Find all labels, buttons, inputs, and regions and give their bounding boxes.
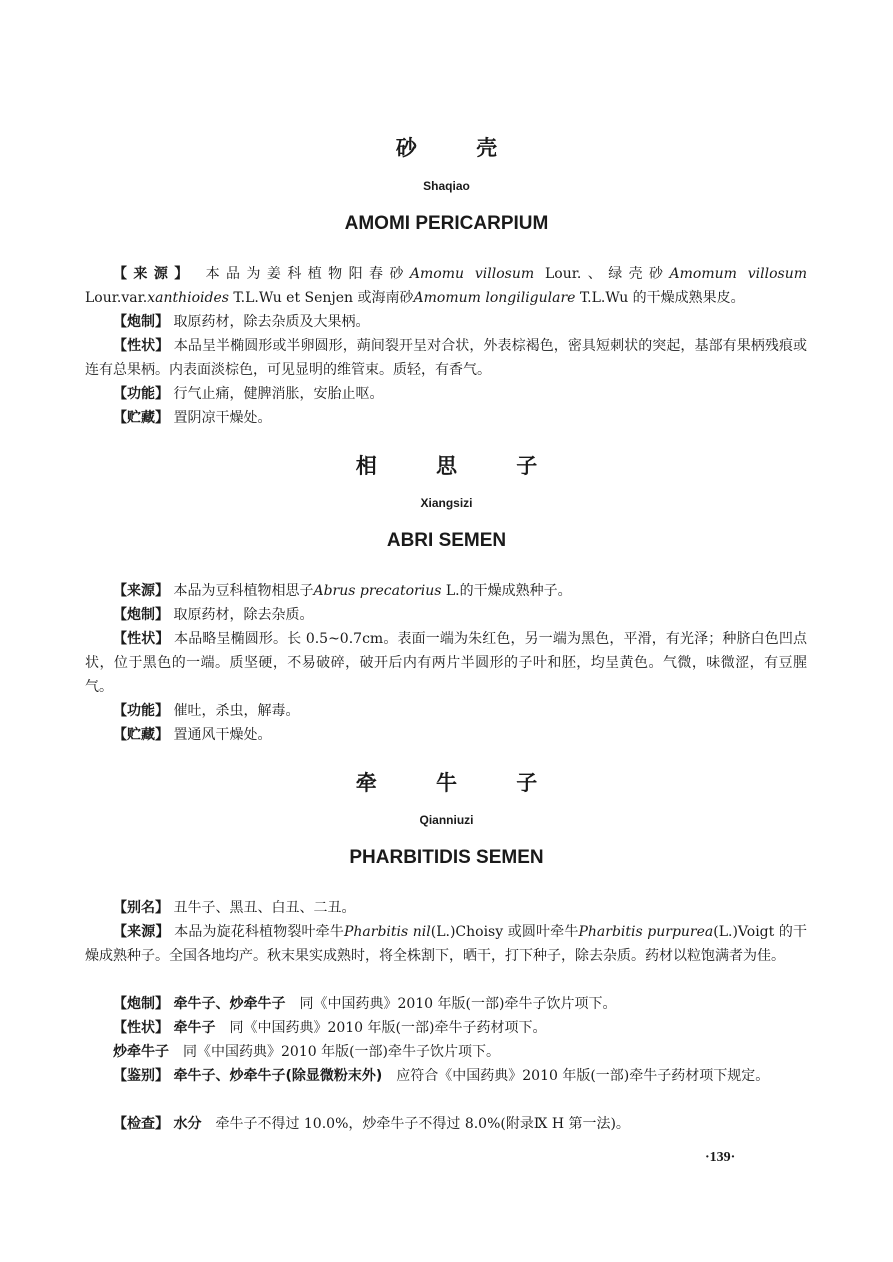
entry-title-latin: PHARBITIDIS SEMEN [349, 847, 544, 868]
entry-title-chinese: 牵 牛 子 [355, 771, 564, 795]
paragraph-text: 本品呈半椭圆形或半卵圆形，蒴间裂开呈对合状，外表棕褐色，密具短刺状的突起，基部有果柄残痕或连有总果柄。内表面淡棕色，可见显明的维管束。质轻，有香气。 [85, 338, 808, 378]
entry-title-chinese: 相 思 子 [355, 454, 564, 478]
entry-paragraph-processing [85, 603, 807, 627]
paragraph-text: 置通风干燥处。 [173, 727, 272, 743]
paragraph-text: 同《中国药典》2010 年版(一部)牵牛子饮片项下。 [299, 996, 617, 1012]
entry-title-pinyin: Shaqiao [423, 179, 470, 193]
entry-paragraph-processing [85, 310, 807, 334]
paragraph-subject: 炒牵牛子 [113, 1044, 169, 1060]
paragraph-label: 【炮制】 [113, 314, 169, 330]
entry-title-pinyin: Qianniuzi [419, 813, 474, 827]
paragraph-label: 【性状】 [113, 338, 170, 354]
paragraph-text: 应符合《中国药典》2010 年版(一部)牵牛子药材项下规定。 [396, 1068, 770, 1084]
paragraph-text: 本品略呈椭圆形。长 0.5~0.7cm。表面一端为朱红色，另一端为黑色，平滑，有光泽；种脐白色凹点状，位于黑色的一端。质坚硬，不易破碎，破开后内有两片半圆形的子叶和胚，均呈黄色。气微，味微涩，有豆腥气。 [85, 631, 808, 695]
entry-paragraph-source: 【来源】 本品为旋花科植物裂叶牵牛Pharbitis nil(L.)Choisy 或圆叶牵牛Pharbitis purpurea(L.)Voigt 的干燥成熟种子。全国各地均产。秋末果实成熟时，将全株割下，晒干，打下种子，除去杂质。药材以粒饱满者为佳。 [85, 924, 807, 964]
paragraph-label: 【性状】 [113, 631, 170, 647]
paragraph-subject: 牵牛子 [173, 1020, 216, 1036]
entry-paragraph-storage [85, 723, 807, 747]
paragraph-subject: 牵牛子、炒牵牛子(除显微粉末外) [173, 1068, 383, 1084]
entry-paragraph-storage [85, 406, 807, 430]
entry-title-chinese: 砂 壳 [395, 136, 524, 160]
paragraph-label: 【功能】 [113, 386, 169, 402]
entry-paragraph-source: 【来源】 本品为豆科植物相思子Abrus precatorius L.的干燥成熟种子。 [113, 583, 572, 599]
paragraph-subject: 水分 [173, 1116, 202, 1132]
entry-paragraph-description [85, 334, 807, 382]
paragraph-text: 置阴凉干燥处。 [173, 410, 272, 426]
paragraph-text: 取原药材，除去杂质。 [173, 607, 314, 623]
paragraph-text: 牵牛子不得过 10.0%，炒牵牛子不得过 8.0%(附录Ⅸ H 第一法)。 [215, 1116, 630, 1132]
paragraph-label: 【来源】 [113, 266, 195, 282]
paragraph-label: 【来源】 [113, 583, 169, 599]
paragraph-label: 【鉴别】 [113, 1068, 169, 1084]
entry-paragraph-processing [85, 992, 807, 1016]
paragraph-label: 【功能】 [113, 703, 169, 719]
entry-title-pinyin: Xiangsizi [420, 496, 473, 510]
paragraph-text: 行气止痛，健脾消胀，安胎止呕。 [173, 386, 384, 402]
entry-paragraph-description [85, 1016, 807, 1040]
entry-title-latin: AMOMI PERICARPIUM [344, 213, 549, 234]
paragraph-text: 丑牛子、黑丑、白丑、二丑。 [173, 900, 356, 916]
paragraph-label: 【炮制】 [113, 996, 169, 1012]
paragraph-text: 取原药材，除去杂质及大果柄。 [173, 314, 370, 330]
entry-paragraph-inspection [85, 1112, 807, 1136]
entry-title-latin: ABRI SEMEN [386, 530, 507, 551]
entry-paragraph-identification [85, 1064, 807, 1088]
paragraph-text: 同《中国药典》2010 年版(一部)牵牛子药材项下。 [229, 1020, 547, 1036]
paragraph-subject: 牵牛子、炒牵牛子 [173, 996, 286, 1012]
paragraph-text: 催吐，杀虫，解毒。 [173, 703, 300, 719]
page-number: ·139· [705, 1150, 736, 1165]
entry-paragraph-function [85, 382, 807, 406]
entry-paragraph-source: 【来源】 本品为姜科植物阳春砂Amomu villosum Lour.、绿壳砂Amomum villosum Lour.var.xanthioides T.L.Wu et Senjen 或海南砂Amomum longiligulare T.L.Wu 的干燥成熟果皮。 [85, 266, 808, 306]
paragraph-label: 【别名】 [113, 900, 169, 916]
entry-paragraph-description-roasted [85, 1040, 807, 1064]
paragraph-label: 【检查】 [113, 1116, 169, 1132]
paragraph-label: 【贮藏】 [113, 410, 169, 426]
entry-paragraph-function [85, 699, 807, 723]
paragraph-label: 【性状】 [113, 1020, 169, 1036]
paragraph-text: 同《中国药典》2010 年版(一部)牵牛子饮片项下。 [183, 1044, 501, 1060]
paragraph-label: 【贮藏】 [113, 727, 169, 743]
entry-paragraph-alias [85, 896, 807, 920]
paragraph-label: 【来源】 [113, 924, 170, 940]
entry-paragraph-description [85, 627, 807, 699]
paragraph-label: 【炮制】 [113, 607, 169, 623]
